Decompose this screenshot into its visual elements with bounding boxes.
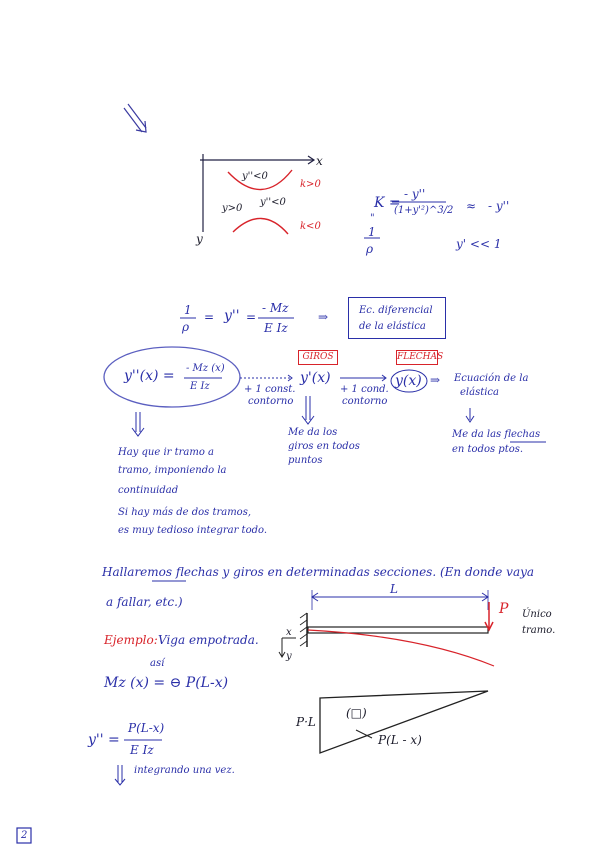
example-note: así [150,658,165,669]
box-line-2: de la elástica [359,321,426,332]
rho-label: ρ [366,242,374,256]
ypp-lhs: y'' = [88,732,120,748]
y-label: y(x) [395,373,422,389]
load-label: P [499,601,509,617]
diffeq-one: 1 [184,303,192,317]
beam-diagram [279,590,494,666]
x-axis-label: x [316,154,323,168]
section-line-2: a fallar, etc.) [106,595,183,609]
curvature-axes [200,154,314,232]
single-span-2: tramo. [522,625,556,636]
single-span-1: Único [522,609,552,620]
elastic-equation-box [348,297,446,339]
double-arrow-icon [124,104,146,132]
upper-curve-label: y''<0 [242,171,268,182]
left-sign: y>0 [222,203,243,214]
y-prime-label: y'(x) [300,370,331,386]
step2-line1: + 1 cond. [340,384,389,395]
note-line-4: Si hay más de dos tramos, [118,507,252,518]
beam-x-label: x [286,627,292,638]
diffeq-rho: ρ [182,320,190,334]
note-line-5: es muy tedioso integrar todo. [118,525,268,536]
elastica-line2: elástica [460,387,499,398]
moment-expression: Mz (x) = ⊖ P(L-x) [104,675,229,691]
section-line-1: Hallaremos flechas y giros en determinadas secciones. (En donde vaya [102,565,535,579]
one-label: 1 [368,225,376,239]
flow-left-den: E Iz [190,381,210,392]
moment-sign-box: (□) [346,706,367,720]
elastica-arrow: ⇒ [430,373,441,387]
giros-note-3: puntos [288,455,323,466]
diffeq-eq2: = [246,310,257,324]
lower-curve [233,218,288,234]
ypp-num: P(L-x) [128,721,165,735]
moment-function-label: P(L - x) [378,733,422,747]
diffeq-rhs-num: - Mz [262,301,289,315]
diffeq-rhs-den: E Iz [264,321,288,335]
step1-line1: + 1 const. [244,384,296,395]
giros-tag: GIROS [298,350,338,365]
note-line-1: Hay que ir tramo a [118,447,215,458]
integrate-note: integrando una vez. [134,765,235,776]
flechas-note-1: Me da las flechas [452,429,541,440]
beam-y-label: y [286,651,292,662]
giros-note-1: Me da los [288,427,338,438]
diffeq-eq: = [204,310,215,324]
k-denominator: (1+y'²)^3/2 [394,205,454,216]
k-numerator: - y'' [404,187,426,201]
k-negative-label: k<0 [300,221,321,232]
elastica-line1: Ecuación de la [454,373,529,384]
page-number: 2 [21,830,28,841]
note-line-2: tramo, imponiendo la [118,465,227,476]
step2-line2: contorno [342,396,388,407]
approx-sign: ≈ [466,199,477,213]
ditto-mark: " [370,213,375,224]
moment-pl-label: P·L [296,715,316,729]
diffeq-arrow: ⇒ [318,310,329,324]
box-line-1: Ec. diferencial [359,305,433,316]
approx-value: - y'' [488,199,510,213]
giros-note-2: giros en todos [288,441,360,452]
flechas-note-2: en todos ptos. [452,444,524,455]
note-line-3: continuidad [118,485,179,496]
example-label: Ejemplo: [104,633,158,647]
y-axis-label: y [196,232,203,246]
k-equals: K = [374,195,401,211]
flow-left-num: - Mz (x) [186,363,225,374]
flow-left-expr: y''(x) = [124,368,175,384]
diffeq-ypp: y'' [224,308,240,324]
mid-sign: y''<0 [260,197,286,208]
small-slope-condition: y' << 1 [456,237,502,251]
step1-line2: contorno [248,396,294,407]
ypp-den: E Iz [130,743,154,757]
beam-length-label: L [390,582,398,596]
k-positive-label: k>0 [300,179,321,190]
example-desc: Viga empotrada. [158,633,259,647]
flechas-tag: FLECHAS [396,350,438,365]
